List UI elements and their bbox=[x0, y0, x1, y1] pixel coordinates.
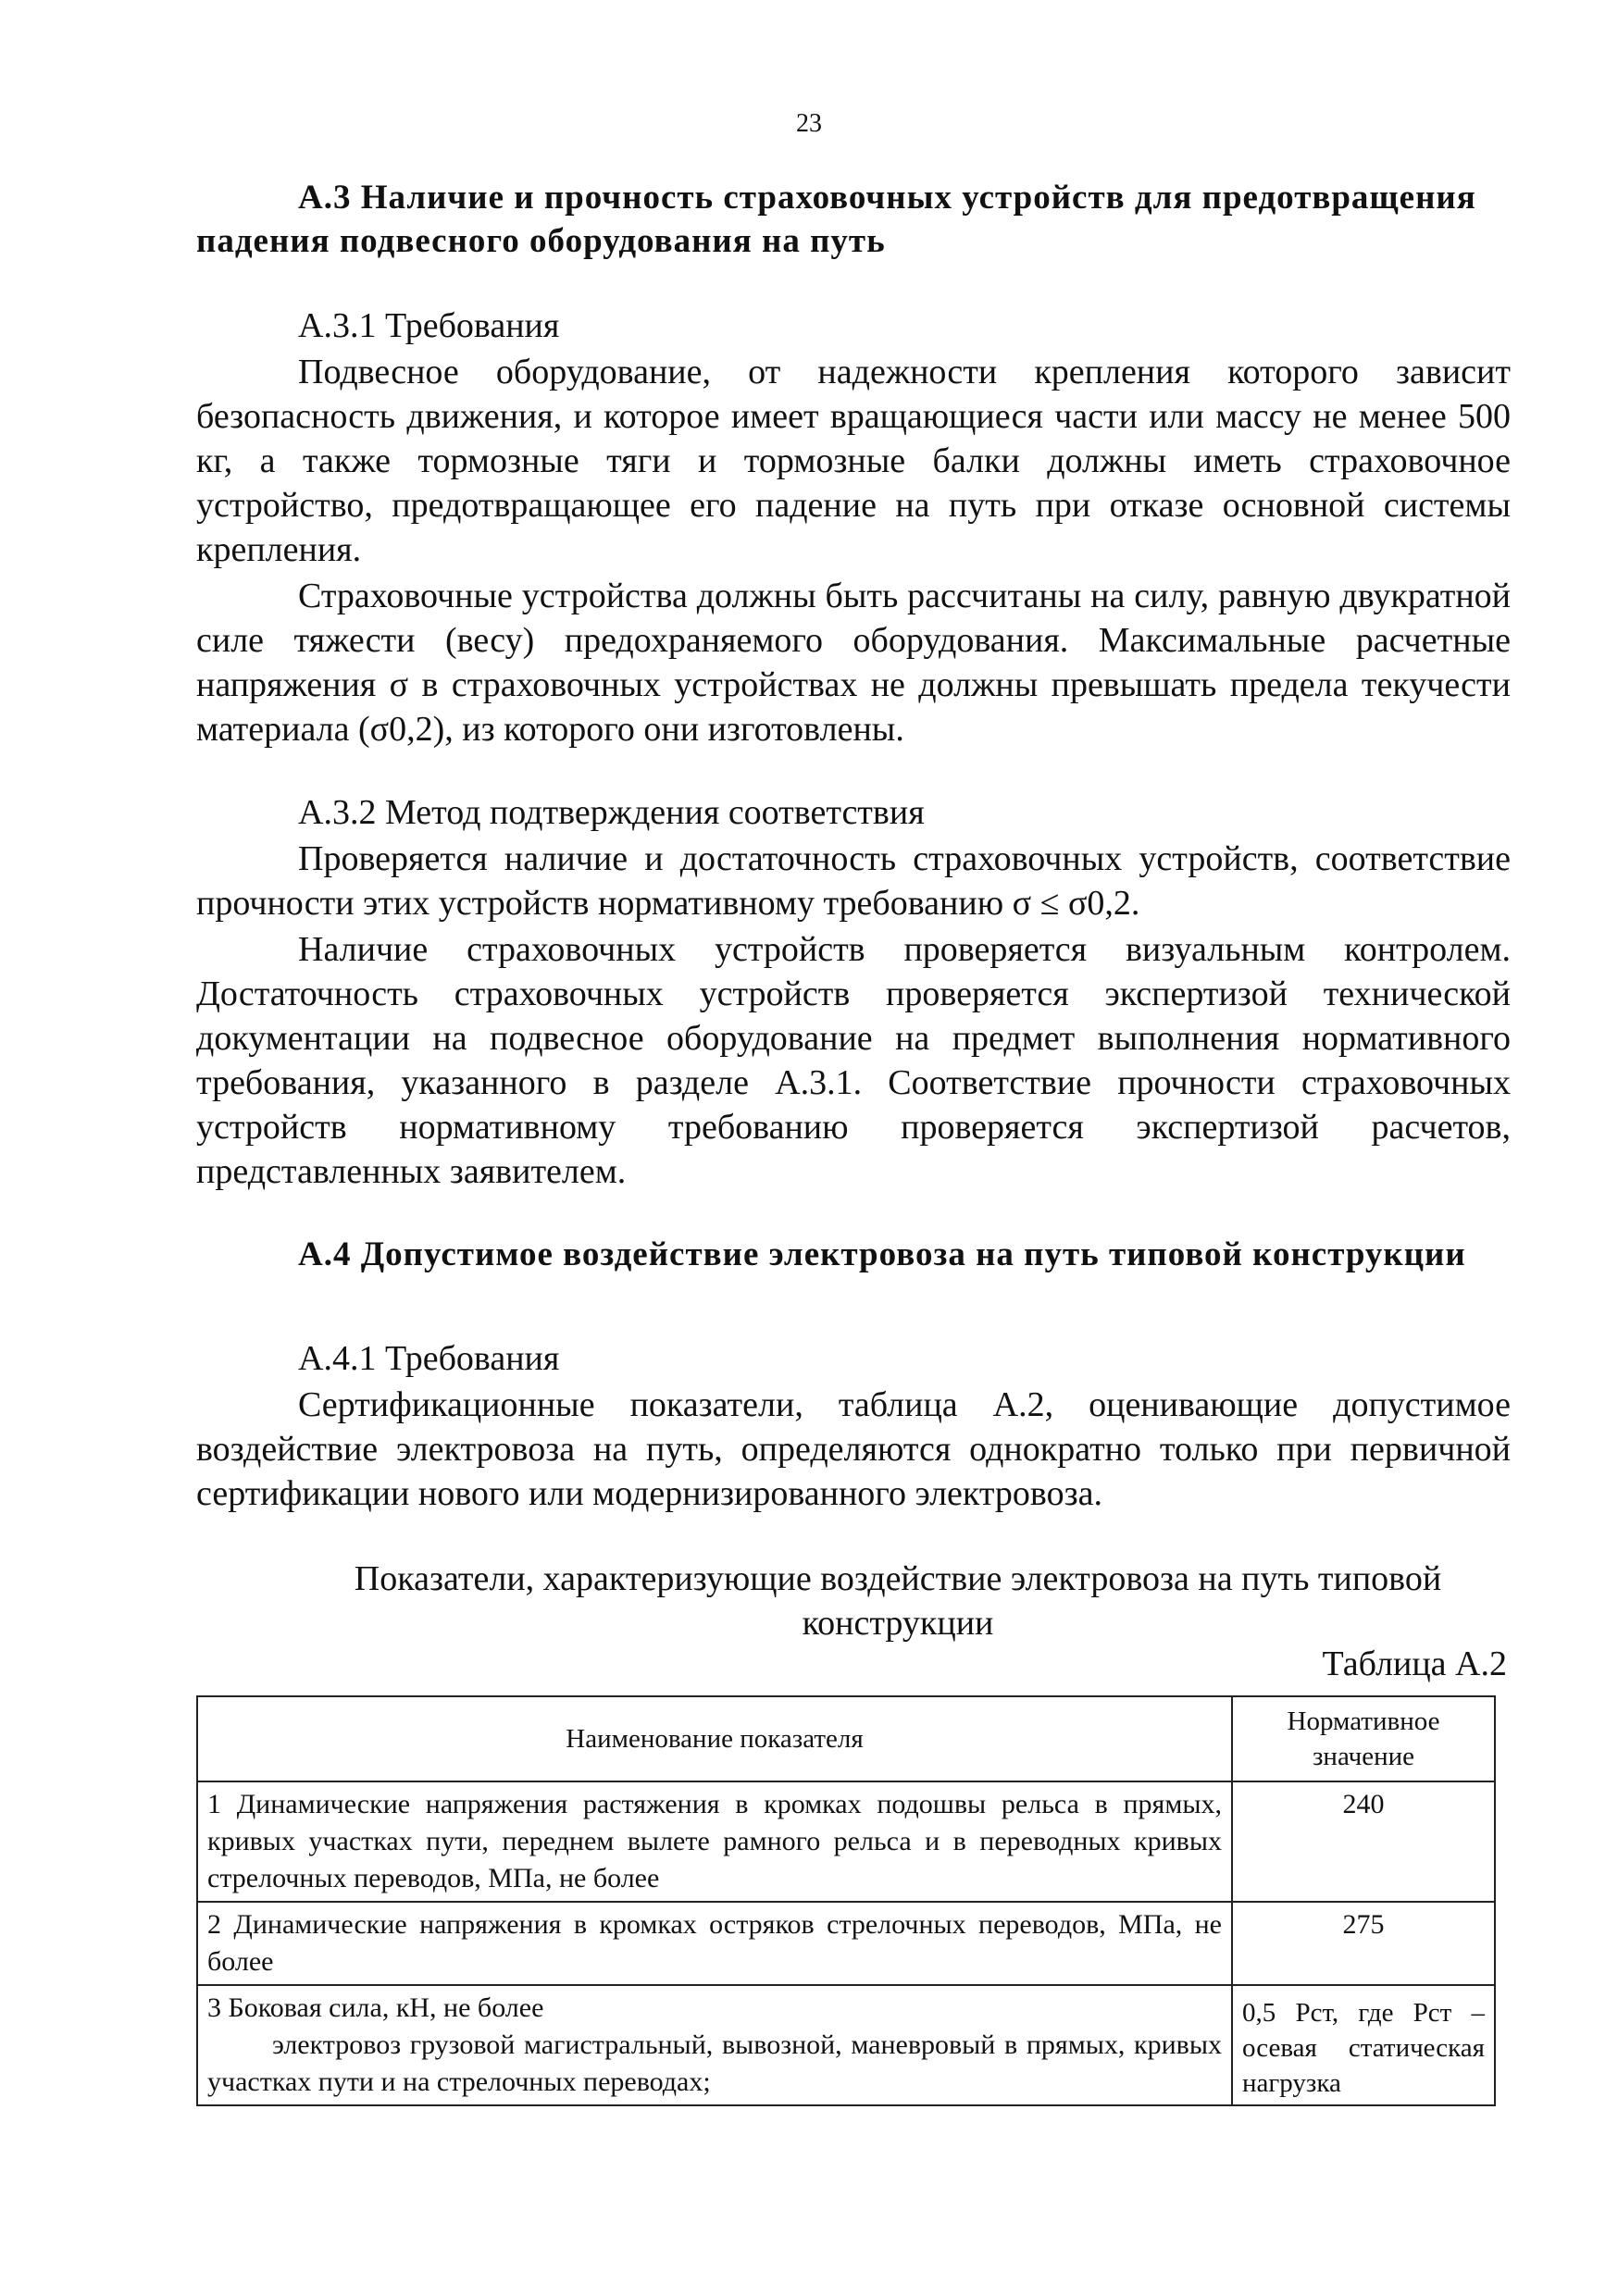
table-cell-name: 1 Динамические напряжения растяжения в кромках подошвы рельса в прямых, кривых участках пути, переднем вылете рамного рельса и в переводных кривых стрелочных переводов, МПа, не более bbox=[197, 1781, 1232, 1902]
table-cell-value: 275 bbox=[1232, 1902, 1495, 1985]
table-label: Таблица А.2 bbox=[1322, 1644, 1507, 1683]
section-a3-1-paragraph-2: Страховочные устройства должны быть рассчитаны на силу, равную двукратной силе тяжести (весу) предохраняемого оборудования. Максимальные расчетные напряжения σ в страховочных устройствах не должны превышать предела текучести материала (σ0,2), из которого они изготовлены. bbox=[196, 577, 1511, 749]
section-a4-1-heading: А.4.1 Требования bbox=[298, 1339, 560, 1378]
table-cell-name bbox=[197, 1985, 1232, 2105]
table-row bbox=[197, 1781, 1495, 1902]
table-header-row bbox=[197, 1696, 1495, 1781]
section-a3-2-heading: А.3.2 Метод подтверждения соответствия bbox=[298, 793, 925, 832]
section-a3-2-paragraph-1: Проверяется наличие и достаточность страховочных устройств, соответствие прочности этих устройств нормативному требованию σ ≤ σ0,2. bbox=[196, 839, 1511, 923]
table-header-value: Нормативное значение bbox=[1232, 1696, 1495, 1781]
table-header-name: Наименование показателя bbox=[197, 1696, 1232, 1781]
section-a3-title: А.3 Наличие и прочность страховочных устройств для предотвращения падения подвесного оборудования на путь bbox=[196, 179, 1476, 260]
table-cell-name-main: 3 Боковая сила, кН, не более bbox=[207, 1992, 544, 2023]
table-cell-name-sub: электровоз грузовой магистральный, вывозной, маневровый в прямых, кривых участках пути и на стрелочных переводах; bbox=[207, 2029, 1222, 2097]
section-a4-title: А.4 Допустимое воздействие электровоза на путь типовой конструкции bbox=[298, 1235, 1466, 1273]
section-a4-1-paragraph-1: Сертификационные показатели, таблица А.2, оценивающие допустимое воздействие электровоза на путь, определяются однократно только при первичной сертификации нового или модернизированного электровоза. bbox=[196, 1385, 1511, 1513]
table-cell-value: 240 bbox=[1232, 1781, 1495, 1902]
section-a3-1-heading: А.3.1 Требования bbox=[298, 306, 560, 345]
indicators-table bbox=[196, 1695, 1496, 2106]
section-a3-1-paragraph-1: Подвесное оборудование, от надежности крепления которого зависит безопасность движения, и которое имеет вращающиеся части или массу не менее 500 кг, а также тормозные тяги и тормозные балки должны иметь страховочное устройство, предотвращающее его падение на путь при отказе основной системы крепления. bbox=[196, 353, 1511, 569]
section-a3-2-paragraph-2: Наличие страховочных устройств проверяется визуальным контролем. Достаточность страховочных устройств проверяется экспертизой технической документации на подвесное оборудование на предмет выполнения нормативного требования, указанного в разделе А.3.1. Соответствие прочности страховочных устройств нормативному требованию проверяется экспертизой расчетов, представленных заявителем. bbox=[196, 930, 1511, 1191]
table-cell-value: 0,5 Pст, где Pст – осевая статическая нагрузка bbox=[1232, 1985, 1495, 2105]
table-row bbox=[197, 1985, 1495, 2105]
table-row bbox=[197, 1902, 1495, 1985]
page-number: 23 bbox=[796, 109, 822, 138]
table-caption: Показатели, характеризующие воздействие электровоза на путь типовой конструкции bbox=[354, 1559, 1442, 1643]
table-cell-name: 2 Динамические напряжения в кромках остряков стрелочных переводов, МПа, не более bbox=[197, 1902, 1232, 1985]
